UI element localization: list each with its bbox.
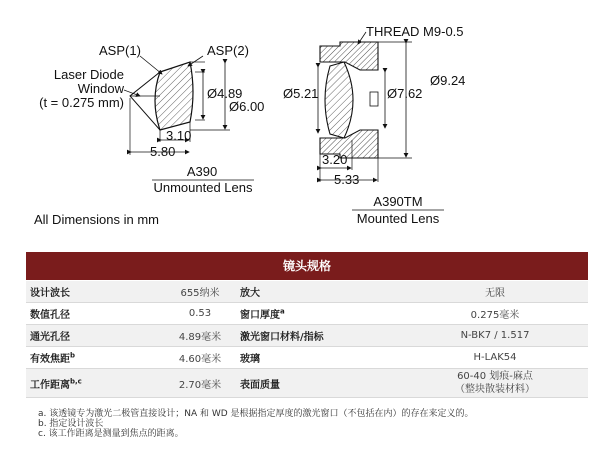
spec-label: 放大	[236, 281, 402, 303]
spec-label-cell	[26, 347, 164, 369]
spec-label: 激光窗口材料/指标	[236, 325, 402, 347]
dim-533-label: 5.33	[334, 172, 360, 187]
footnote-mark: b,c	[70, 377, 82, 386]
thread-label: THREAD M9-0.5	[366, 24, 464, 39]
window-label-2: Window	[77, 81, 124, 96]
spec-value: 0.53	[164, 303, 236, 325]
spec-value: 60-40 划痕-麻点	[457, 371, 533, 382]
dia-924-label: Ø9.24	[430, 73, 466, 88]
footnote-a: a. 该透镜专为激光二极管直接设计；NA 和 WD 是根据指定厚度的激光窗口（不包括在内）的存在来定义的。	[38, 409, 474, 419]
asp1-label: ASP(1)	[99, 43, 141, 58]
spec-label: 工作距离	[30, 379, 70, 391]
spec-value: 655纳米	[164, 281, 236, 303]
dia-inner-label: Ø4.89	[207, 86, 243, 101]
footnote-b: b. 指定设计波长	[38, 419, 104, 429]
spec-label: 表面质量	[236, 369, 402, 398]
dim-320-label: 3.20	[322, 152, 348, 167]
units-note: All Dimensions in mm	[34, 212, 159, 227]
lens-body	[155, 62, 193, 130]
table-row	[26, 281, 588, 303]
mounted-lens-element	[325, 62, 353, 138]
table-row	[26, 369, 588, 398]
footnote-c: c. 该工作距离是测量到焦点的距离。	[38, 429, 184, 439]
table-row	[26, 303, 588, 325]
spec-label: 设计波长	[26, 281, 164, 303]
asp2-label: ASP(2)	[207, 43, 249, 58]
spec-value: 4.89毫米	[164, 325, 236, 347]
spec-value: 4.60毫米	[164, 347, 236, 369]
part-a390: A390	[186, 164, 218, 179]
spec-label: 玻璃	[236, 347, 402, 369]
part-a390tm: A390TM	[373, 194, 423, 209]
spec-value: 2.70毫米	[164, 369, 236, 398]
caption-unmounted: Unmounted Lens	[153, 180, 253, 195]
spec-table-title: 镜头规格	[26, 252, 588, 280]
dia-outer-label: Ø6.00	[229, 99, 265, 114]
dia-521-label: Ø5.21	[283, 86, 319, 101]
spec-value: 0.275毫米	[402, 303, 588, 325]
table-row	[26, 347, 588, 369]
window-label-3: (t = 0.275 mm)	[39, 95, 124, 110]
footnote-mark: a	[280, 307, 285, 316]
dia-762-label: Ø7.62	[387, 86, 423, 101]
spec-value: 无限	[402, 281, 588, 303]
spec-label-cell	[26, 369, 164, 398]
spec-table	[26, 281, 588, 398]
unmounted-lens-drawing	[39, 43, 264, 195]
spec-label: 窗口厚度	[240, 310, 280, 321]
spec-value: N-BK7 / 1.517	[402, 325, 588, 347]
window-label-1: Laser Diode	[53, 67, 124, 82]
dim-310-label: 3.10	[166, 128, 192, 143]
dim-580-label: 5.80	[150, 144, 176, 159]
spec-value-cell	[402, 369, 588, 398]
spec-value: H-LAK54	[402, 347, 588, 369]
spec-label: 数值孔径	[26, 303, 164, 325]
spec-label: 有效焦距	[30, 354, 70, 365]
spec-label: 通光孔径	[26, 325, 164, 347]
mounted-lens-drawing	[283, 24, 465, 226]
footnotes	[38, 409, 474, 439]
table-row	[26, 325, 588, 347]
spec-label-cell	[236, 303, 402, 325]
housing-top	[320, 42, 378, 70]
spec-value: （整块散装材料）	[455, 384, 535, 395]
footnote-mark: b	[70, 351, 76, 360]
caption-mounted: Mounted Lens	[356, 211, 440, 226]
